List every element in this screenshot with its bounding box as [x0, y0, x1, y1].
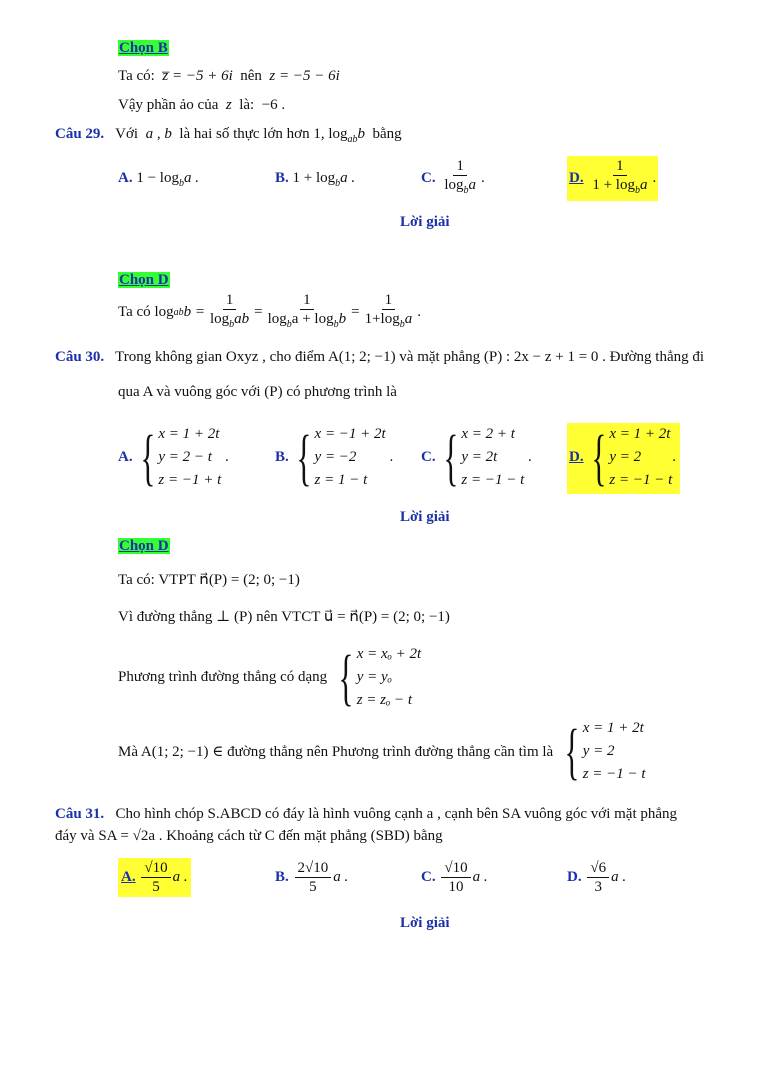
- answer-choice-29: Chọn D: [119, 272, 169, 288]
- solution-30-line2: Vì đường thẳng ⊥ (P) nên VTCT u⃗ = n⃗(P) = (2; 0; −1): [118, 609, 450, 625]
- solution-line-28-2: Vậy phần ảo của z là: −6 .: [118, 97, 286, 113]
- question-label: Câu 29.: [55, 126, 105, 142]
- answer-choice-28: [118, 40, 169, 57]
- solution-heading-31: Lời giải: [400, 915, 450, 931]
- option-30-d[interactable]: D. { x = 1 + 2t y = 2 z = −1 − t .: [567, 423, 680, 494]
- question-label: Câu 31.: [55, 806, 105, 822]
- option-30-b[interactable]: B. { x = −1 + 2t y = −2 z = 1 − t .: [275, 423, 394, 492]
- option-31-a[interactable]: A. $\frac{√10}{5}$ a .: [118, 858, 191, 897]
- option-31-b[interactable]: B. $\frac{2√10}{5}$ a .: [275, 860, 349, 895]
- option-30-a[interactable]: A. { x = 1 + 2t y = 2 − t z = −1 + t .: [118, 423, 229, 492]
- choice-label: Chọn B: [119, 40, 168, 56]
- option-29-a[interactable]: A. $1 - \log_ba$ .: [118, 170, 199, 189]
- option-29-b[interactable]: B. $1 + \log_ba$ .: [275, 170, 356, 189]
- option-29-d[interactable]: D. $\frac{1}{1 + \log_ba}$ .: [567, 156, 658, 201]
- solution-30-line3: Phương trình đường thẳng có dạng { x = xₒ + 2t y = yₒ z = zₒ − t: [118, 643, 422, 712]
- option-31-c[interactable]: C. $\frac{√10}{10}$ a .: [421, 860, 488, 895]
- solution-heading-30: Lời giải: [400, 509, 450, 525]
- option-29-c[interactable]: C. $\frac{1}{\log_ba}$ .: [421, 158, 485, 196]
- question-label: Câu 30.: [55, 349, 105, 365]
- question-29: Câu 29. Với a , b là hai số thực lớn hơn 1, $\log_{ab}b$ bằng: [55, 126, 402, 145]
- option-31-d[interactable]: D. $\frac{√6}{3}$ a .: [567, 860, 627, 895]
- solution-heading-29: Lời giải: [400, 214, 450, 230]
- solution-30-line4: Mà A(1; 2; −1) ∈ đường thẳng nên Phương trình đường thẳng cần tìm là { x = 1 + 2t y = 2 z = −1 − t: [118, 717, 646, 786]
- solution-30-line1: Ta có: VTPT n⃗(P) = (2; 0; −1): [118, 572, 300, 588]
- question-31-line1: Câu 31. Cho hình chóp S.ABCD có đáy là hình vuông cạnh a , cạnh bên SA vuông góc với mặt phẳng: [55, 806, 678, 822]
- question-30-line1: Câu 30. Trong không gian Oxyz , cho điểm A(1; 2; −1) và mặt phẳng (P) : 2x − z + 1 = 0 . Đường thẳng đi: [55, 349, 705, 365]
- option-30-c[interactable]: C. { x = 2 + t y = 2t z = −1 − t .: [421, 423, 532, 492]
- question-31-line2: đáy và SA = √2a . Khoảng cách từ C đến mặt phẳng (SBD) bằng: [55, 828, 443, 844]
- solution-29: Ta có log ab b = $\frac{1}{\log_bab}$ = $\frac{1}{\log_ba + \log_bb}$ = $\frac{1}{1+\log_ba}$ .: [118, 292, 421, 330]
- answer-choice-30: Chọn D: [119, 538, 169, 554]
- solution-line-28-1: Ta có: z̅ = −5 + 6i nên z = −5 − 6i: [118, 68, 340, 84]
- question-30-line2: qua A và vuông góc với (P) có phương trình là: [118, 384, 397, 400]
